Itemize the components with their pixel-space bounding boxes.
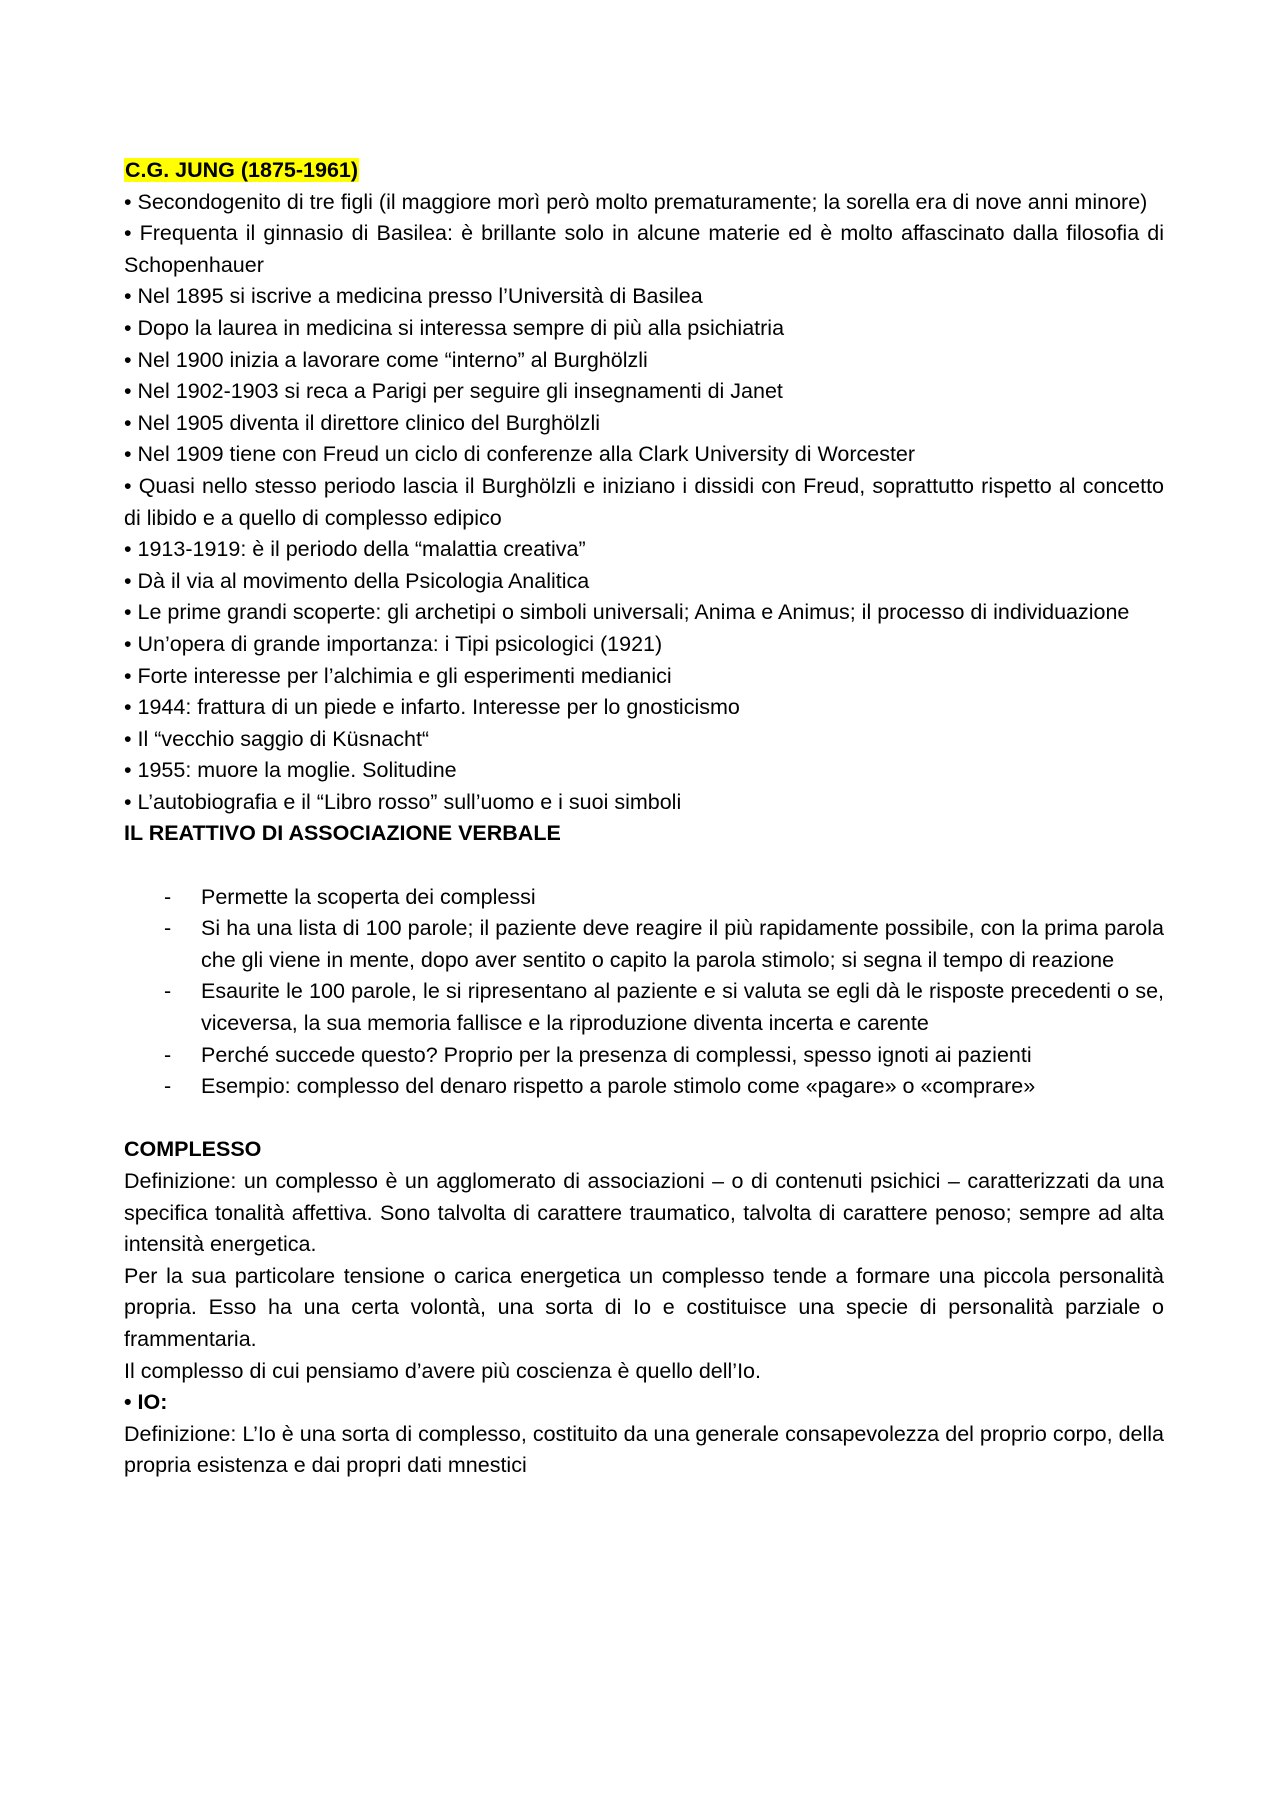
jung-bullet-15: • 1944: frattura di un piede e infarto. Interesse per lo gnosticismo [124, 695, 740, 720]
io-section [124, 1387, 1164, 1482]
jung-bullet-17: • 1955: muore la moglie. Solitudine [124, 758, 457, 783]
complesso-definition: Definizione: un complesso è un agglomerato di associazioni – o di contenuti psichici – caratterizzati da una specifica tonalità affettiva. Sono talvolta di carattere traumatico, talvolta di carattere penoso; sempre ad alta intensità energetica. [124, 1169, 1164, 1257]
jung-bullet-12: • Le prime grandi scoperte: gli archetipi o simboli universali; Anima e Animus; il processo di individuazione [124, 600, 1130, 625]
dash-marker: - [164, 916, 172, 941]
list-item-text: Esempio: complesso del denaro rispetto a parole stimolo come «pagare» o «comprare» [201, 1074, 1036, 1099]
jung-bullet-11: • Dà il via al movimento della Psicologia Analitica [124, 568, 590, 593]
complesso-paragraph-2: Per la sua particolare tensione o carica energetica un complesso tende a formare una piccola personalità propria. Esso ha una certa volontà, una sorta di Io e costituisce una specie di personalità parziale o frammentaria. [124, 1263, 1164, 1351]
reattivo-list [124, 882, 1164, 1103]
jung-bullet-4: • Dopo la laurea in medicina si interessa sempre di più alla psichiatria [124, 315, 785, 340]
complesso-section [124, 1134, 1164, 1387]
list-item [124, 882, 1164, 914]
list-item [124, 976, 1164, 1039]
jung-bullet-18: • L’autobiografia e il “Libro rosso” sull’uomo e i suoi simboli [124, 789, 682, 814]
jung-bullet-2: • Frequenta il ginnasio di Basilea: è brillante solo in alcune materie ed è molto affascinato dalla filosofia di Schopenhauer [124, 221, 1164, 277]
list-item [124, 1071, 1164, 1103]
list-item-text: Si ha una lista di 100 parole; il paziente deve reagire il più rapidamente possibile, con la prima parola che gli viene in mente, dopo aver sentito o capito la parola stimolo; si segna il tempo di reazione [201, 916, 1164, 972]
dash-marker: - [164, 1042, 172, 1067]
jung-bullet-9: • Quasi nello stesso periodo lascia il Burghölzli e iniziano i dissidi con Freud, soprattutto rispetto al concetto di libido e a quello di complesso edipico [124, 473, 1164, 530]
jung-bullet-14: • Forte interesse per l’alchimia e gli esperimenti medianici [124, 663, 672, 688]
io-definition: Definizione: L’Io è una sorta di complesso, costituito da una generale consapevolezza del proprio corpo, della propria esistenza e dai propri dati mnestici [124, 1421, 1164, 1478]
jung-bullet-13: • Un’opera di grande importanza: i Tipi psicologici (1921) [124, 631, 663, 656]
reattivo-heading: IL REATTIVO DI ASSOCIAZIONE VERBALE [124, 821, 561, 846]
jung-title-line [124, 155, 1164, 187]
document-page [124, 155, 1164, 1482]
jung-bullet-8: • Nel 1909 tiene con Freud un ciclo di conferenze alla Clark University di Worcester [124, 442, 916, 467]
list-item [124, 913, 1164, 976]
io-heading: • IO: [124, 1390, 168, 1415]
dash-marker: - [164, 1074, 172, 1099]
section-spacer [124, 1103, 1164, 1135]
jung-bullet-6: • Nel 1902-1903 si reca a Parigi per seguire gli insegnamenti di Janet [124, 379, 783, 404]
jung-section [124, 155, 1164, 818]
jung-title: C.G. JUNG (1875-1961) [125, 158, 359, 182]
dash-marker: - [164, 979, 172, 1004]
list-item-text: Perché succede questo? Proprio per la presenza di complessi, spesso ignoti ai pazienti [201, 1042, 1032, 1067]
jung-bullet-10: • 1913-1919: è il periodo della “malattia creativa” [124, 537, 586, 562]
jung-bullet-1: • Secondogenito di tre figli (il maggiore morì però molto prematuramente; la sorella era di nove anni minore) [124, 189, 1148, 214]
dash-marker: - [164, 884, 172, 909]
list-item-text: Permette la scoperta dei complessi [201, 884, 536, 909]
list-item-text: Esaurite le 100 parole, le si ripresentano al paziente e si valuta se egli dà le risposte precedenti o se, viceversa, la sua memoria fallisce e la riproduzione diventa incerta e carente [201, 979, 1164, 1036]
complesso-heading: COMPLESSO [124, 1137, 262, 1162]
jung-bullet-3: • Nel 1895 si iscrive a medicina presso l’Università di Basilea [124, 284, 703, 309]
jung-bullet-7: • Nel 1905 diventa il direttore clinico del Burghölzli [124, 410, 601, 435]
list-item [124, 1040, 1164, 1072]
reattivo-section [124, 818, 1164, 1102]
jung-bullet-16: • Il “vecchio saggio di Küsnacht“ [124, 726, 430, 751]
jung-bullet-5: • Nel 1900 inizia a lavorare come “interno” al Burghölzli [124, 347, 648, 372]
complesso-paragraph-3: Il complesso di cui pensiamo d’avere più coscienza è quello dell’Io. [124, 1358, 761, 1383]
